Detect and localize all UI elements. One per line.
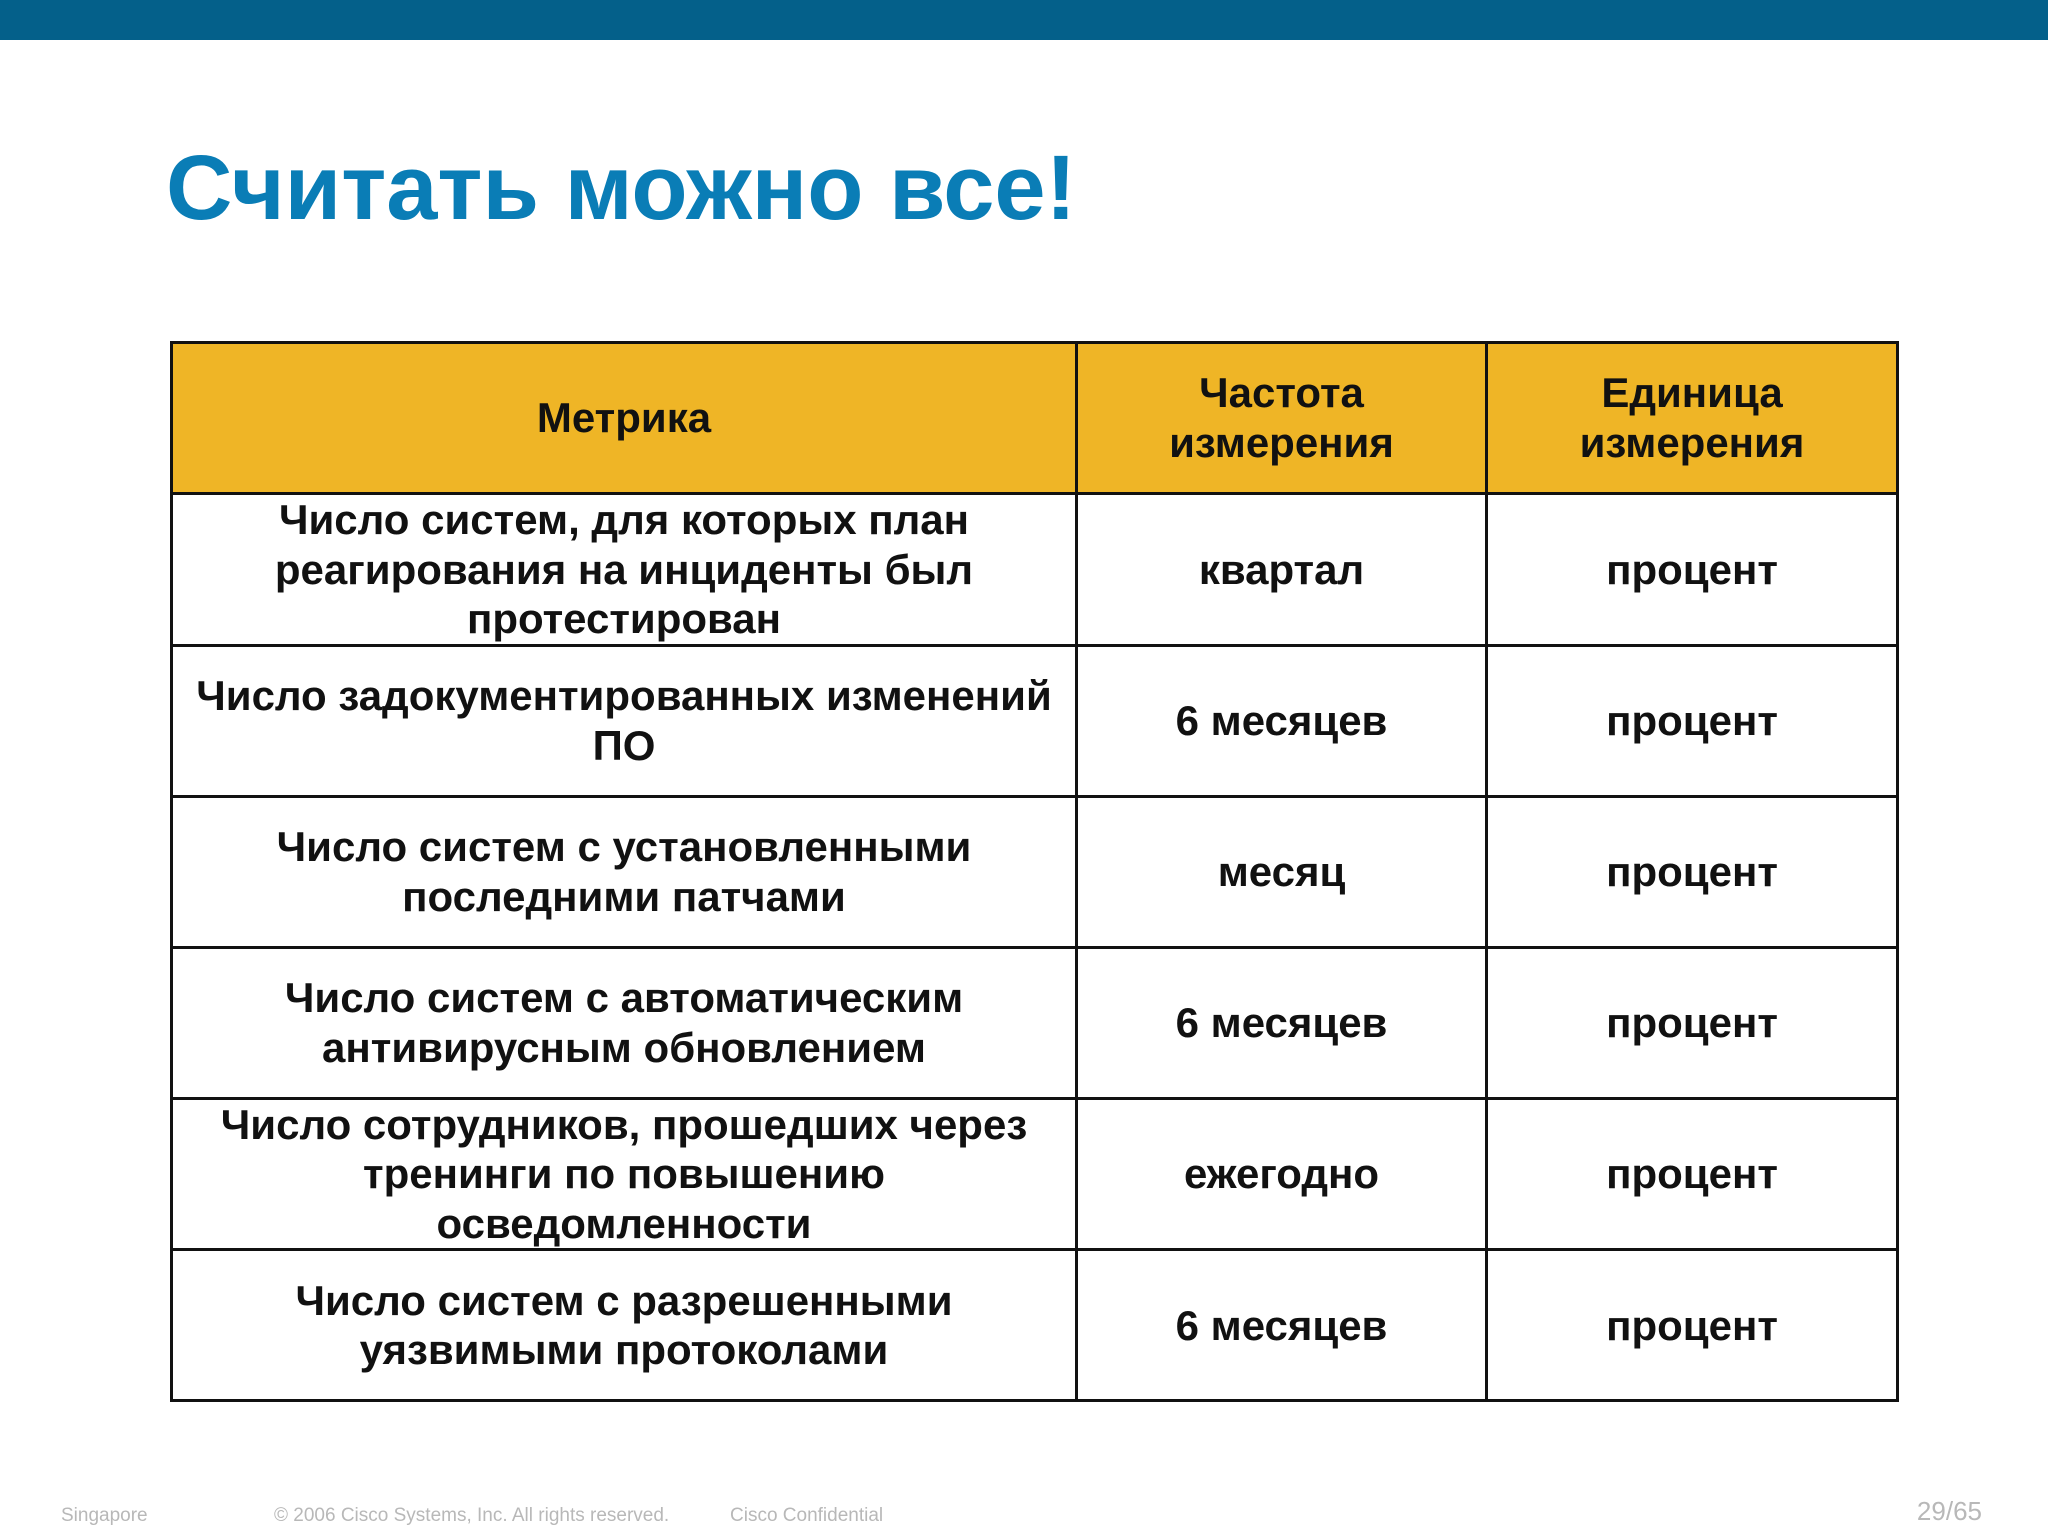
metric-cell: Число систем с установленными последними патчами [172,796,1077,947]
table-row [172,796,1898,947]
table-row [172,1250,1898,1401]
header-metric: Метрика [172,343,1077,494]
metric-cell: Число систем, для которых план реагирования на инциденты был протестирован [172,494,1077,646]
table-row [172,947,1898,1098]
metric-cell: Число задокументированных изменений ПО [172,645,1077,796]
top-bar [0,0,2048,40]
metrics-table [170,341,1899,1402]
footer-confidential: Cisco Confidential [730,1505,884,1526]
frequency-cell: ежегодно [1077,1098,1487,1250]
page-number: 29/65 [1916,1496,1982,1526]
table-row [172,1098,1898,1250]
unit-cell: процент [1487,494,1898,646]
table-row [172,645,1898,796]
frequency-cell: 6 месяцев [1077,947,1487,1098]
unit-cell: процент [1487,947,1898,1098]
footer-location: Singapore [61,1505,148,1526]
metric-cell: Число систем с разрешенными уязвимыми протоколами [172,1250,1077,1401]
metric-cell: Число систем с автоматическим антивирусным обновлением [172,947,1077,1098]
frequency-cell: 6 месяцев [1077,1250,1487,1401]
unit-cell: процент [1487,796,1898,947]
unit-cell: процент [1487,1098,1898,1250]
frequency-cell: квартал [1077,494,1487,646]
table-row [172,494,1898,646]
metric-cell: Число сотрудников, прошедших через тренинги по повышению осведомленности [172,1098,1077,1250]
footer-copyright: © 2006 Cisco Systems, Inc. All rights reserved. [274,1505,670,1526]
table-header-row [172,343,1898,494]
header-frequency: Частота измерения [1077,343,1487,494]
unit-cell: процент [1487,1250,1898,1401]
unit-cell: процент [1487,645,1898,796]
slide-title: Считать можно все! [166,137,1077,239]
frequency-cell: месяц [1077,796,1487,947]
frequency-cell: 6 месяцев [1077,645,1487,796]
header-unit: Единица измерения [1487,343,1898,494]
